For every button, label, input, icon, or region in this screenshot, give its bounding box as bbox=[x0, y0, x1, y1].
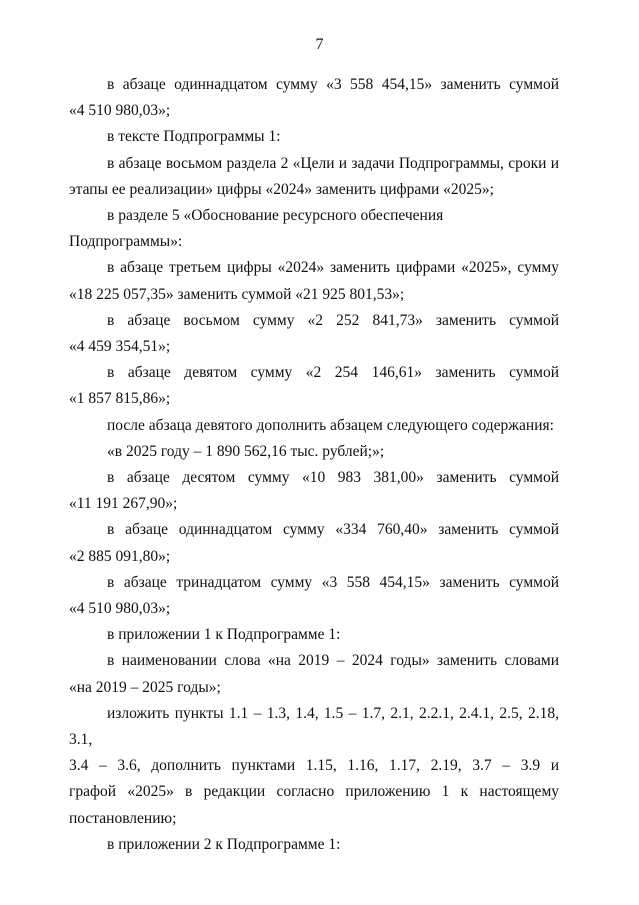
paragraph-line: в абзаце десятом сумму «10 983 381,00» заменить суммой bbox=[107, 469, 559, 487]
paragraph-line: в абзаце одиннадцатом сумму «334 760,40» заменить суммой bbox=[107, 521, 559, 539]
paragraph bbox=[69, 570, 559, 622]
paragraph bbox=[69, 413, 559, 439]
paragraph-line: после абзаца девятого дополнить абзацем следующего содержания: bbox=[107, 416, 554, 434]
paragraph bbox=[69, 622, 559, 648]
paragraph-line: в абзаце тринадцатом сумму «3 558 454,15» заменить суммой bbox=[107, 573, 559, 591]
paragraph-line: в абзаце восьмом сумму «2 252 841,73» заменить суммой bbox=[107, 311, 559, 329]
paragraph-line: 3.4 – 3.6, дополнить пунктами 1.15, 1.16, 1.17, 2.19, 3.7 – 3.9 и bbox=[69, 757, 559, 775]
paragraph bbox=[69, 465, 559, 517]
paragraph-line: в абзаце девятом сумму «2 254 146,61» заменить суммой bbox=[107, 364, 559, 382]
paragraph-line: «2 885 091,80»; bbox=[69, 547, 171, 565]
paragraph-line: «4 510 980,03»; bbox=[69, 102, 171, 120]
paragraph bbox=[69, 255, 559, 307]
paragraph bbox=[69, 701, 559, 832]
paragraph-line: «4 459 354,51»; bbox=[69, 338, 171, 356]
paragraph bbox=[69, 151, 559, 203]
paragraph-line: этапы ее реализации» цифры «2024» заменить цифрами «2025»; bbox=[69, 180, 494, 198]
paragraph-line: в абзаце третьем цифры «2024» заменить цифрами «2025», сумму bbox=[107, 259, 559, 277]
paragraph-line: «4 510 980,03»; bbox=[69, 600, 171, 618]
paragraph-line: «11 191 267,90»; bbox=[69, 495, 178, 513]
paragraph-line: «1 857 815,86»; bbox=[69, 390, 171, 408]
paragraph-line: в приложении 2 к Подпрограмме 1: bbox=[107, 835, 341, 853]
paragraph-line: в абзаце восьмом раздела 2 «Цели и задачи Подпрограммы, сроки и bbox=[107, 154, 559, 172]
paragraph-line: «на 2019 – 2025 годы»; bbox=[69, 678, 221, 696]
paragraph-line: графой «2025» в редакции согласно приложению 1 к настоящему bbox=[69, 783, 559, 801]
paragraph-line: в тексте Подпрограммы 1: bbox=[107, 128, 281, 146]
paragraph-line: «18 225 057,35» заменить суммой «21 925 801,53»; bbox=[69, 285, 405, 303]
paragraph-line: в приложении 1 к Подпрограмме 1: bbox=[107, 626, 341, 644]
paragraph bbox=[69, 517, 559, 569]
paragraph-line: в разделе 5 «Обоснование ресурсного обеспечения Подпрограммы»: bbox=[69, 207, 444, 251]
paragraph bbox=[69, 124, 559, 150]
paragraph bbox=[69, 203, 559, 255]
paragraph-line: «в 2025 году – 1 890 562,16 тыс. рублей;»; bbox=[107, 442, 385, 460]
paragraph-line: постановлению; bbox=[69, 809, 177, 827]
page-number: 7 bbox=[315, 36, 324, 53]
paragraph-line: в абзаце одиннадцатом сумму «3 558 454,15» заменить суммой bbox=[107, 76, 559, 93]
paragraph bbox=[69, 72, 559, 124]
paragraph bbox=[69, 832, 559, 858]
paragraph bbox=[69, 360, 559, 412]
paragraph bbox=[69, 308, 559, 360]
paragraph-line: изложить пункты 1.1 – 1.3, 1.4, 1.5 – 1.7, 2.1, 2.2.1, 2.4.1, 2.5, 2.18, 3.1, bbox=[69, 704, 559, 749]
document-body bbox=[69, 72, 559, 858]
paragraph bbox=[69, 648, 559, 700]
paragraph bbox=[69, 439, 559, 465]
paragraph-line: в наименовании слова «на 2019 – 2024 годы» заменить словами bbox=[107, 652, 559, 670]
